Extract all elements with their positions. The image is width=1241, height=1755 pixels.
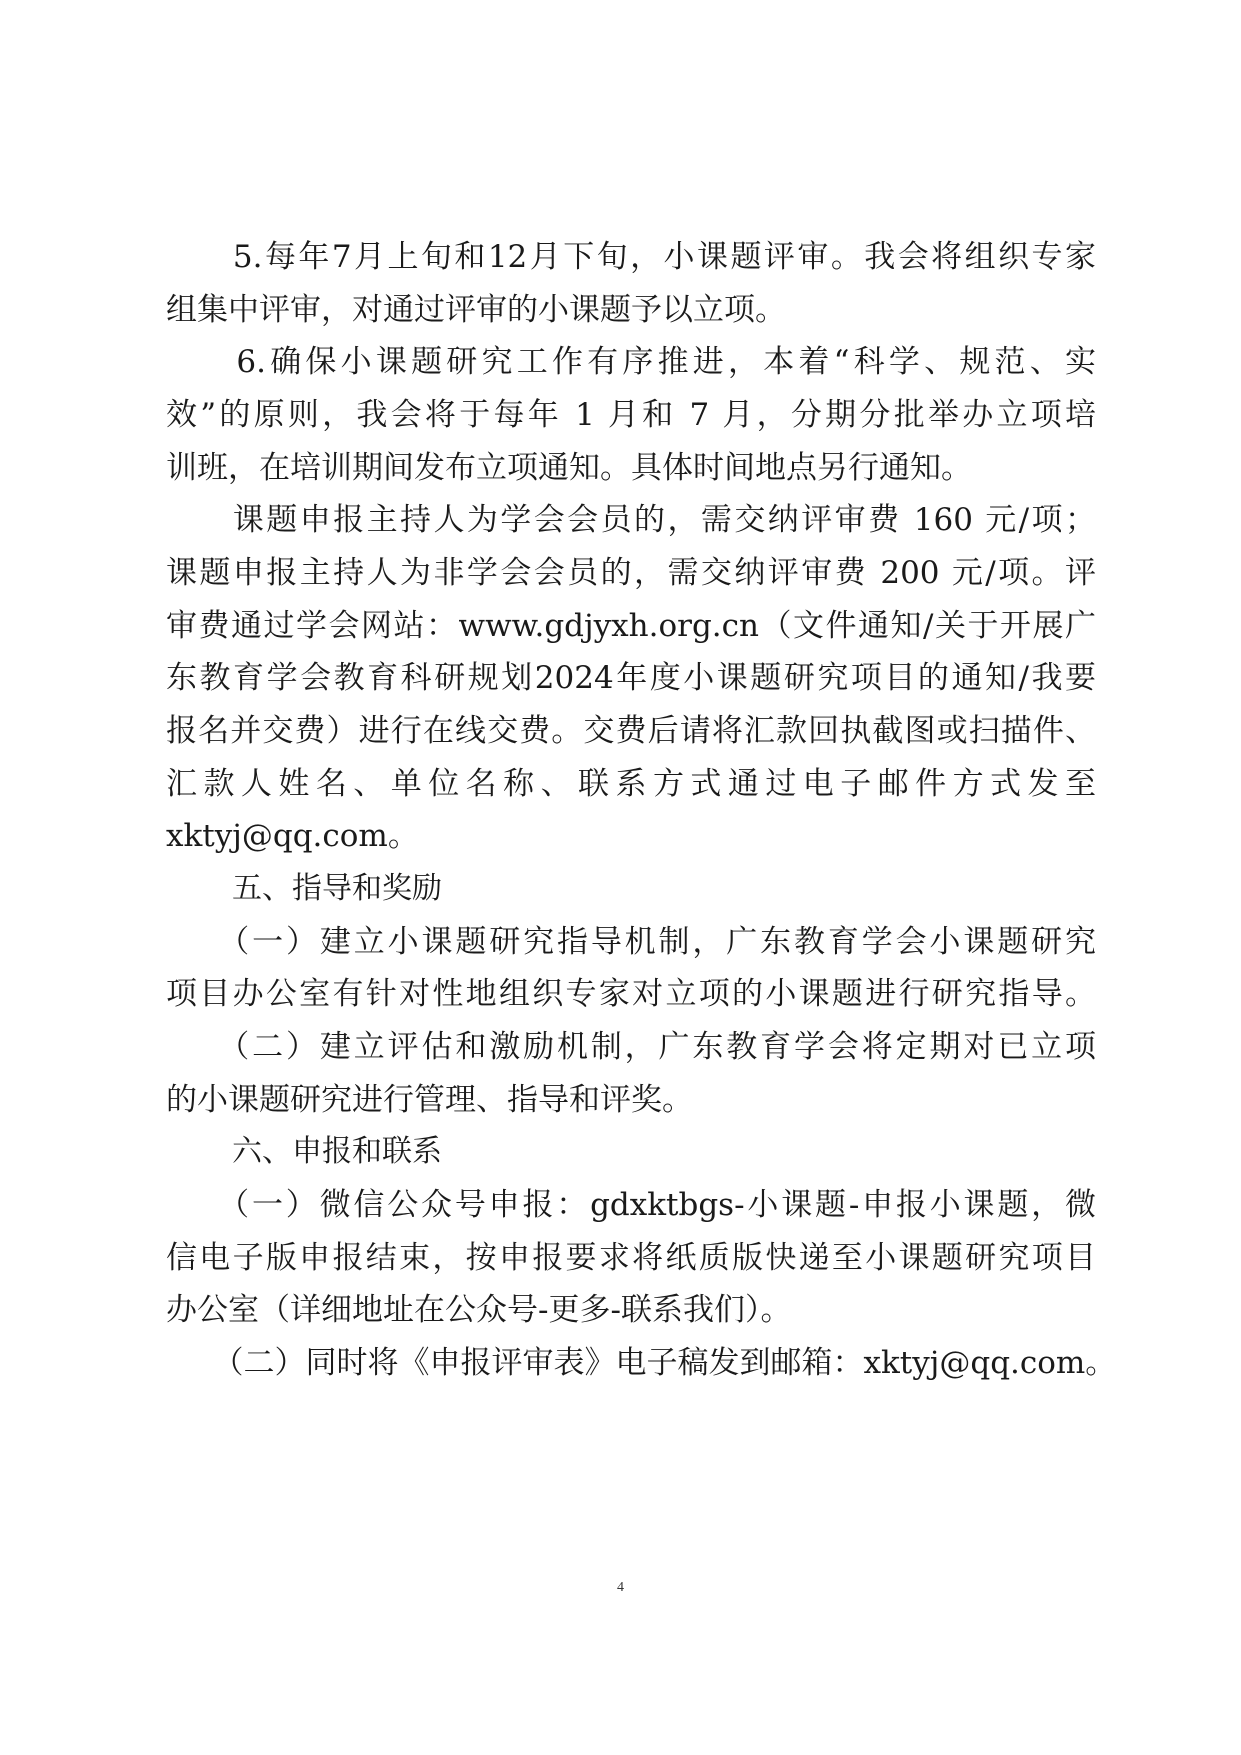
fee-paragraph-line-6: 汇款人姓名、单位名称、联系方式通过电子邮件方式发至	[166, 766, 1096, 802]
guidance-item-2-line-2: 的小课题研究进行管理、指导和评奖。	[166, 1082, 693, 1118]
guidance-item-1-line-1: （一）建立小课题研究指导机制，广东教育学会小课题研究	[166, 924, 1096, 960]
section-heading-6: 六、申报和联系	[232, 1134, 442, 1169]
fee-paragraph-line-1: 课题申报主持人为学会会员的，需交纳评审费 160 元/项；	[166, 502, 1096, 538]
paragraph-6-line-3: 训班，在培训期间发布立项通知。具体时间地点另行通知。	[166, 450, 972, 486]
paragraph-5-line-2: 组集中评审，对通过评审的小课题予以立项。	[166, 292, 786, 328]
guidance-item-1-line-2: 项目办公室有针对性地组织专家对立项的小课题进行研究指导。	[166, 976, 1096, 1012]
contact-item-2-line-1: （二）同时将《申报评审表》电子稿发到邮箱：xktyj@qq.com。	[166, 1345, 1117, 1381]
fee-paragraph-line-3: 审费通过学会网站：www.gdjyxh.org.cn（文件通知/关于开展广	[166, 608, 1096, 644]
paragraph-6-line-2: 效”的原则，我会将于每年 1 月和 7 月，分期分批举办立项培	[166, 397, 1096, 433]
contact-item-1-line-3: 办公室（详细地址在公众号-更多-联系我们）。	[166, 1292, 792, 1328]
fee-paragraph-line-5: 报名并交费）进行在线交费。交费后请将汇款回执截图或扫描件、	[166, 713, 1096, 749]
fee-paragraph-line-7: xktyj@qq.com。	[166, 818, 419, 854]
paragraph-6-line-1: 6.确保小课题研究工作有序推进，本着“科学、规范、实	[166, 344, 1096, 380]
paragraph-5-line-1: 5.每年7月上旬和12月下旬，小课题评审。我会将组织专家	[166, 239, 1096, 275]
page-number: 4	[617, 1580, 624, 1595]
guidance-item-2-line-1: （二）建立评估和激励机制，广东教育学会将定期对已立项	[166, 1029, 1096, 1065]
contact-item-1-line-1: （一）微信公众号申报：gdxktbgs-小课题-申报小课题，微	[166, 1187, 1096, 1223]
section-heading-5: 五、指导和奖励	[232, 871, 442, 906]
contact-item-1-line-2: 信电子版申报结束，按申报要求将纸质版快递至小课题研究项目	[166, 1240, 1096, 1276]
fee-paragraph-line-2: 课题申报主持人为非学会会员的，需交纳评审费 200 元/项。评	[166, 555, 1096, 591]
fee-paragraph-line-4: 东教育学会教育科研规划2024年度小课题研究项目的通知/我要	[166, 660, 1096, 696]
